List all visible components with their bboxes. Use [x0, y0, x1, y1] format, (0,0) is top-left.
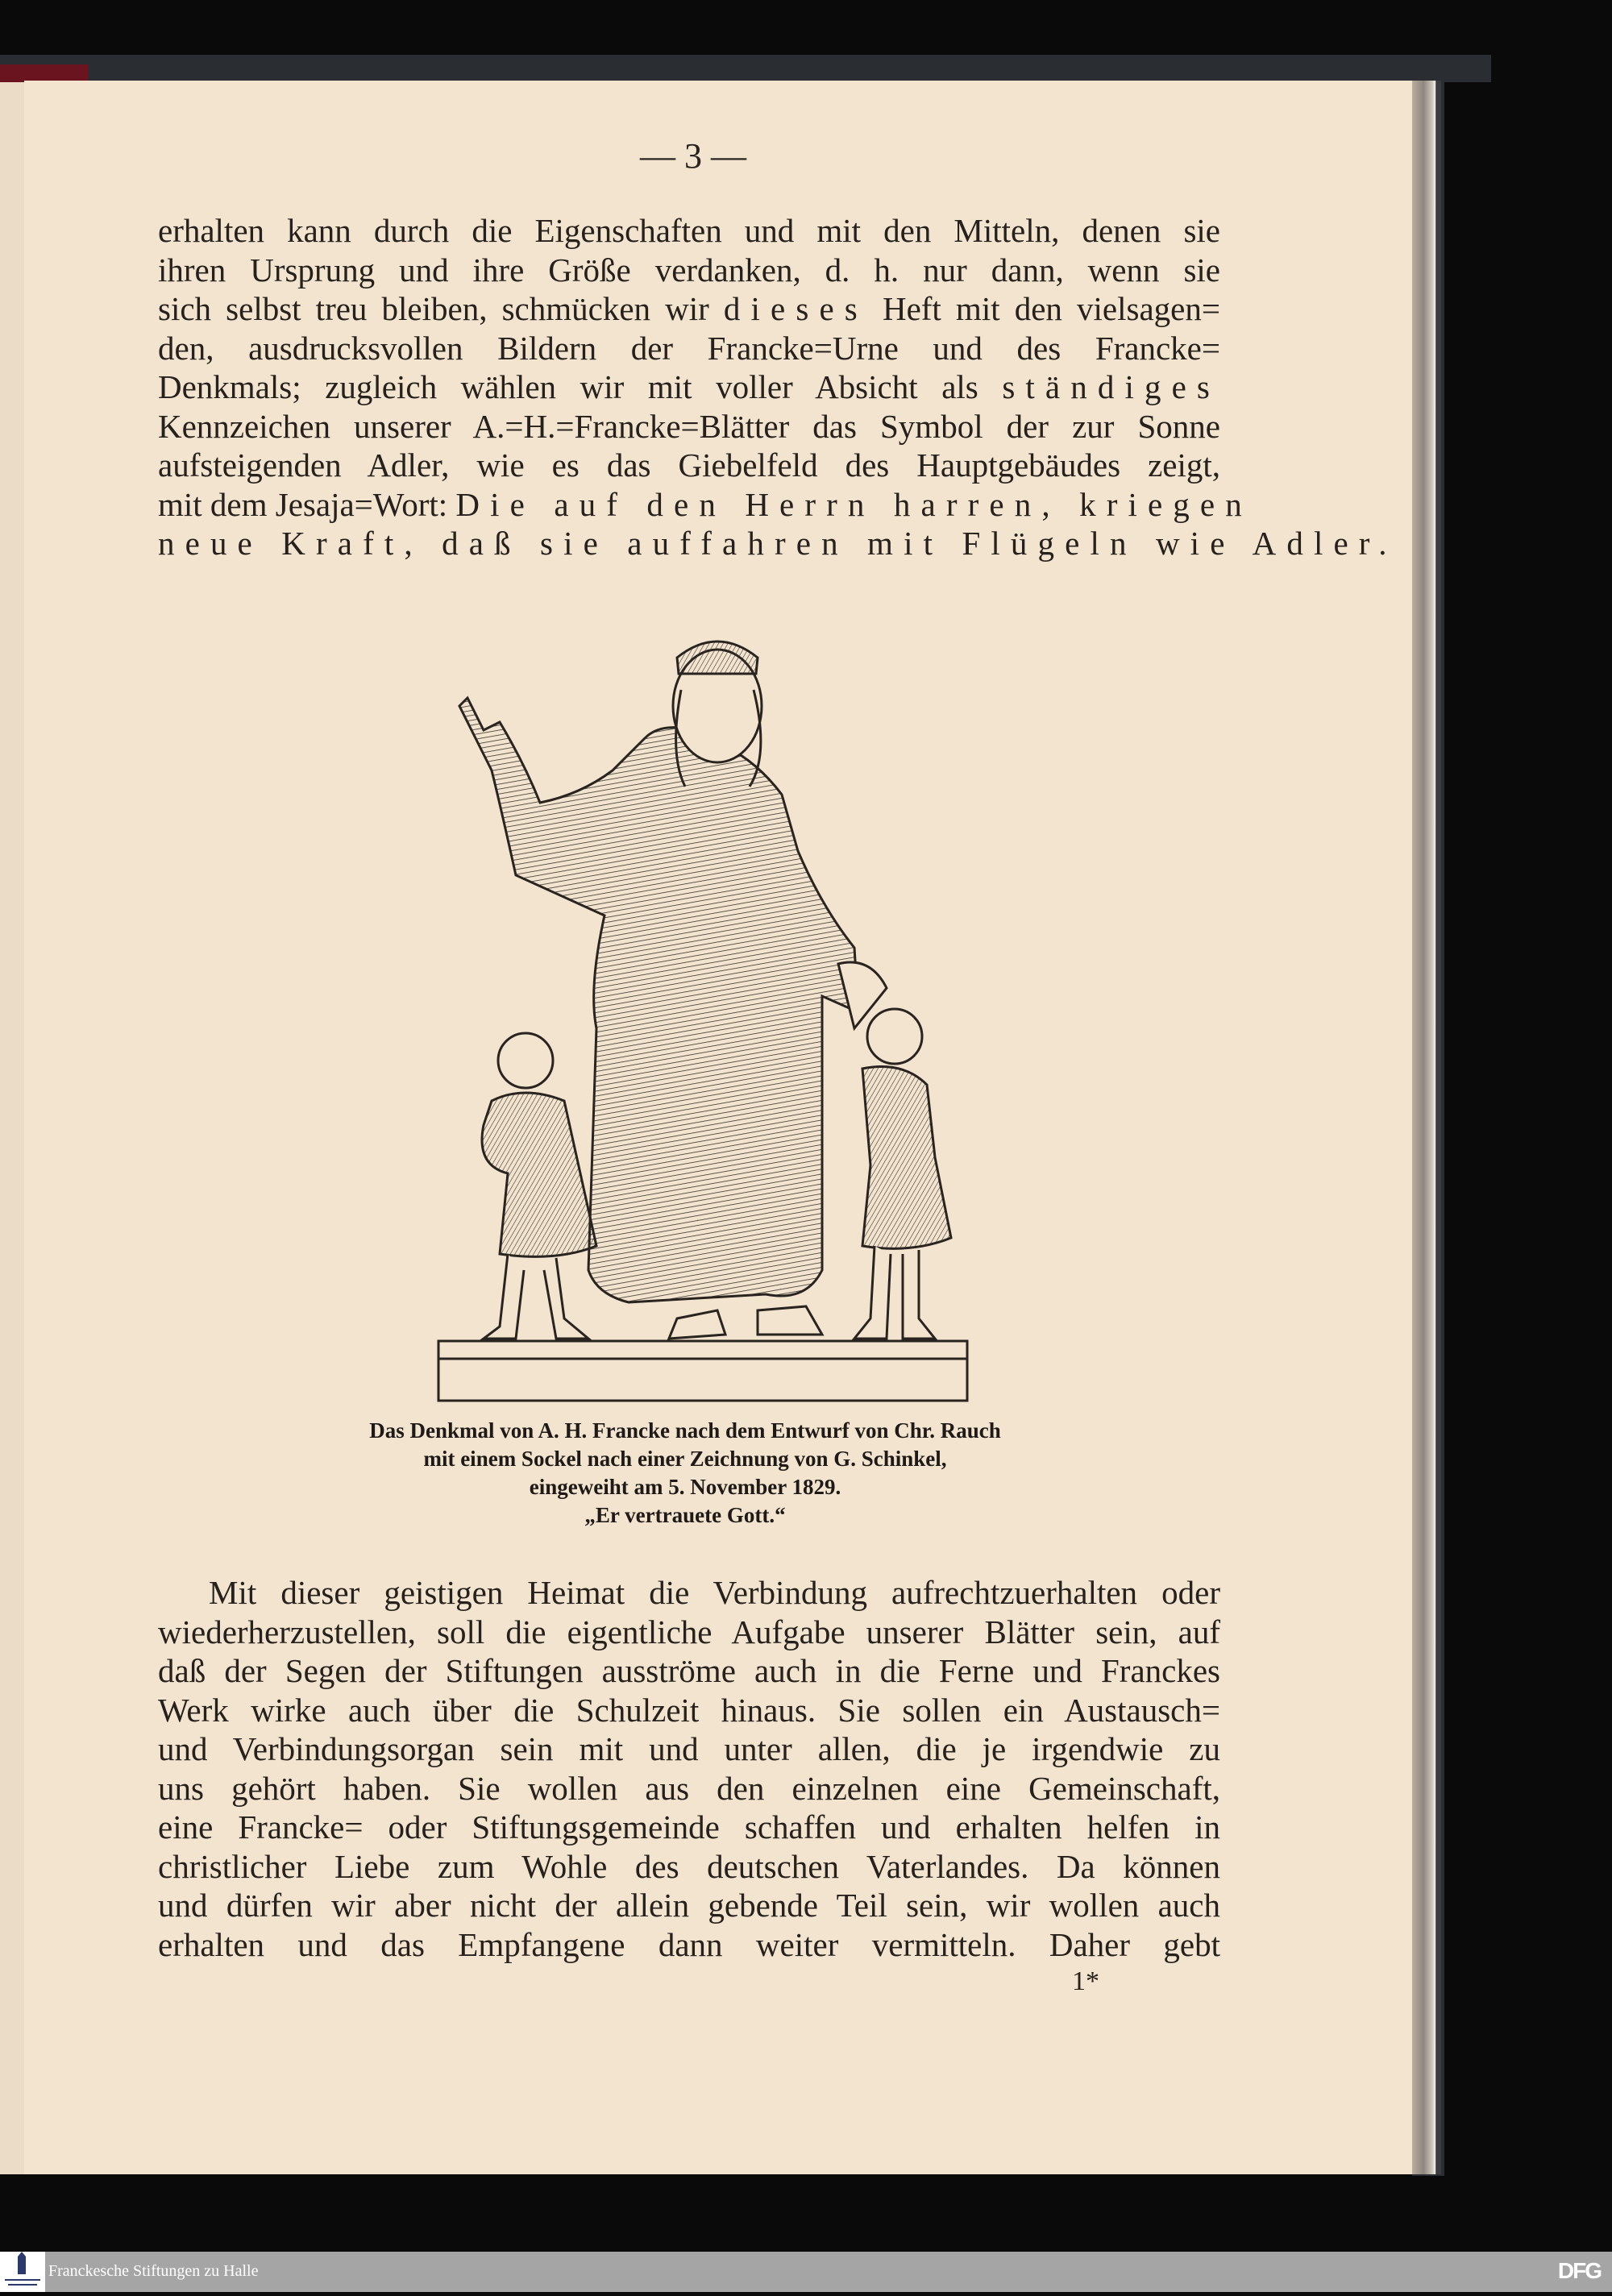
- text-segment: Mit dieser geistigen Heimat die Verbindung aufrechtzuerhalten oder: [209, 1574, 1220, 1611]
- previous-page-edge: [0, 82, 25, 2174]
- book-cover-top: [0, 55, 1491, 82]
- caption-line: mit einem Sockel nach einer Zeichnung von G. Schinkel,: [423, 1447, 947, 1471]
- text-line: [158, 1573, 1220, 1613]
- caption-line: eingeweiht am 5. November 1829.: [529, 1475, 841, 1499]
- text-segment: eine Francke= oder Stiftungsgemeinde schaffen und erhalten helfen in: [158, 1808, 1220, 1846]
- text-line: [158, 1925, 1220, 1965]
- book-cover-red-edge: [0, 64, 89, 82]
- figure-caption: [322, 1417, 1048, 1530]
- page-stack-edges: [1412, 81, 1441, 2174]
- text-line: [158, 1691, 1220, 1730]
- footer-bar: [0, 2252, 1612, 2292]
- pedestal: [438, 1341, 967, 1401]
- text-line: [158, 1651, 1220, 1691]
- text-line: [158, 407, 1220, 446]
- institution-logo: [0, 2252, 45, 2292]
- text-segment: Heft mit den vielsagen=: [867, 290, 1220, 327]
- emphasized-text: dieses: [723, 290, 868, 327]
- paragraph-1: [158, 211, 1398, 563]
- text-line: [158, 211, 1220, 251]
- text-segment: daß der Segen der Stiftungen ausströme auch in die Ferne und Franckes: [158, 1652, 1220, 1689]
- text-line: [158, 289, 1220, 329]
- text-segment: Werk wirke auch über die Schulzeit hinaus. Sie sollen ein Austausch=: [158, 1691, 1220, 1729]
- page-number: — 3 —: [640, 136, 746, 176]
- text-segment: uns gehört haben. Sie wollen aus den einzelnen eine Gemeinschaft,: [158, 1769, 1220, 1807]
- text-line: [158, 1729, 1220, 1769]
- emphasized-text: Die auf den Herrn harren, kriegen: [455, 485, 1253, 523]
- text-line: [158, 1613, 1220, 1652]
- text-line: [158, 1886, 1220, 1925]
- text-segment: christlicher Liebe zum Wohle des deutschen Vaterlandes. Da können: [158, 1847, 1220, 1885]
- text-line: [158, 446, 1220, 485]
- paragraph-2: [158, 1573, 1220, 1964]
- text-segment: aufsteigenden Adler, wie es das Giebelfeld des Hauptgebäudes zeigt,: [158, 446, 1220, 484]
- emphasized-text: ständiges: [1002, 368, 1220, 405]
- institution-name[interactable]: Franckesche Stiftungen zu Halle: [48, 2262, 259, 2280]
- text-segment: ihren Ursprung und ihre Größe verdanken, d. h. nur dann, wenn sie: [158, 251, 1220, 289]
- caption-line: „Er vertrauete Gott.“: [584, 1503, 786, 1527]
- text-segment: sich selbst treu bleiben, schmücken wir: [158, 290, 724, 327]
- emphasized-text: neue Kraft, daß sie auffahren mit Flügeln wie Adler.: [158, 525, 1398, 562]
- text-line: [158, 329, 1220, 368]
- text-line: [158, 524, 1398, 563]
- text-segment: den, ausdrucksvollen Bildern der Francke=Urne und des Francke=: [158, 329, 1220, 367]
- text-segment: und Verbindungsorgan sein mit und unter allen, die je irgendwie zu: [158, 1730, 1220, 1767]
- boy-figure: [482, 1033, 596, 1339]
- signature-mark: 1*: [1072, 1966, 1099, 1996]
- text-line: [158, 367, 1220, 407]
- text-line: [158, 1769, 1220, 1808]
- text-segment: erhalten kann durch die Eigenschaften und mit den Mitteln, denen sie: [158, 212, 1220, 249]
- text-line: [158, 251, 1220, 290]
- text-segment: Kennzeichen unserer A.=H.=Francke=Blätter das Symbol der zur Sonne: [158, 407, 1220, 445]
- text-segment: mit dem Jesaja=Wort:: [158, 485, 456, 523]
- text-segment: Denkmals; zugleich wählen wir mit voller Absicht als: [158, 368, 1003, 405]
- dfg-logo: DFG: [1557, 2258, 1601, 2283]
- text-segment: wiederherzustellen, soll die eigentliche Aufgabe unserer Blätter sein, auf: [158, 1613, 1220, 1650]
- girl-figure: [854, 1009, 951, 1339]
- text-line: [158, 485, 1253, 525]
- text-segment: und dürfen wir aber nicht der allein gebende Teil sein, wir wollen auch: [158, 1887, 1220, 1924]
- text-segment: erhalten und das Empfangene dann weiter vermitteln. Daher gebt: [158, 1925, 1220, 1963]
- text-line: [158, 1847, 1220, 1887]
- text-line: [158, 1808, 1220, 1847]
- francke-monument-illustration: [403, 609, 983, 1407]
- caption-line: Das Denkmal von A. H. Francke nach dem Entwurf von Chr. Rauch: [369, 1418, 1001, 1443]
